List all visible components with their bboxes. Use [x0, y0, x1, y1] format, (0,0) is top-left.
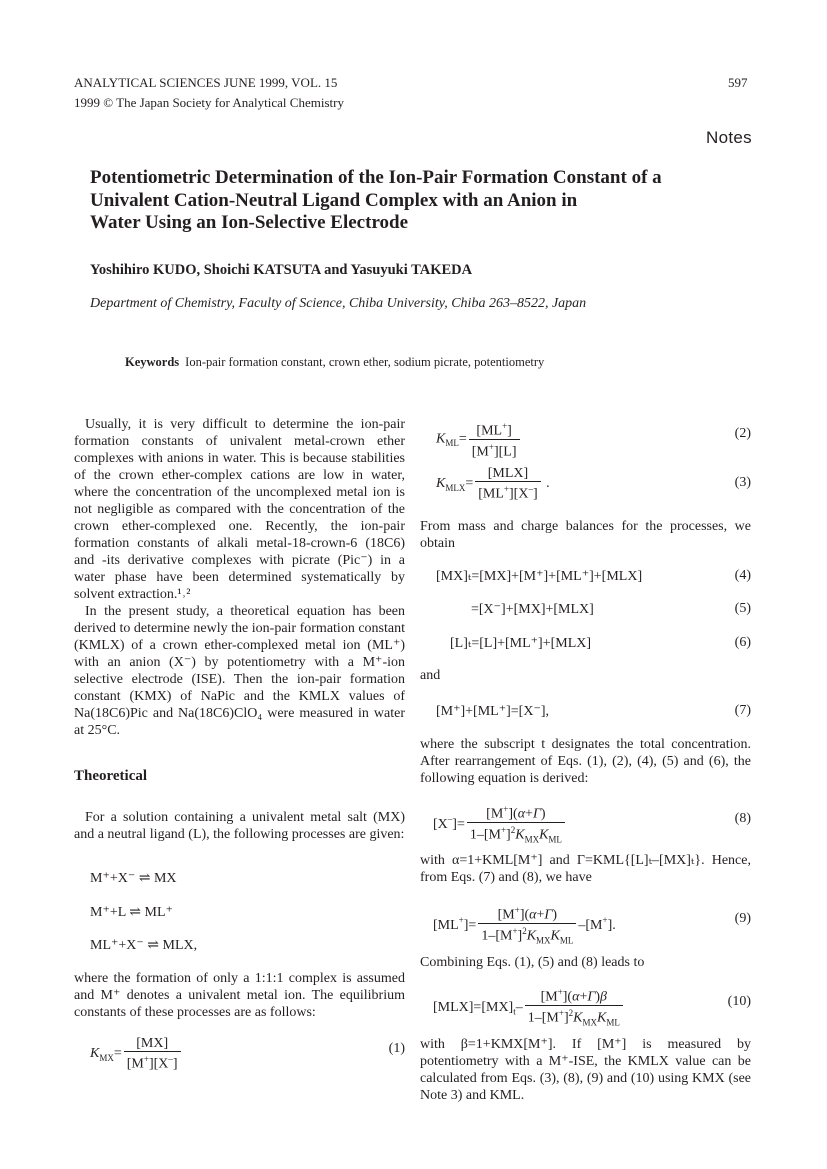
equation-number: (10) — [727, 994, 751, 1009]
article-title — [90, 167, 662, 235]
equation-2: $K_{ML}=$ $\frac{[ML^+]}{[M^+][L]}$ — [436, 419, 522, 459]
left-column — [74, 416, 405, 739]
equilibrium-paragraph: where the formation of only a 1:1:1 complex is assumed and M⁺ denotes a univalent metal ion. The equilibrium constants of these processes are as follows: — [74, 971, 405, 1020]
final-paragraph: with β=1+KMX[M⁺]. If [M⁺] is measured by potentiometry with a M⁺-ISE, the KMLX value can be calculated from Eqs. (3), (8), (9) and (10) using KMX (see Note 3) and KML. — [420, 1037, 751, 1103]
equation-1: $K_{MX}=$ $\frac{[MX]}{[M^+][X^-]}$ — [90, 1036, 183, 1072]
section-label: Notes — [706, 128, 752, 147]
intro-paragraph-2: In the present study, a theoretical equation has been derived to determine newly the ion-pair formation constant (KMLX) of a crown ether-complexed metal ion (ML⁺) with an anion (X⁻) by potentiometry with a M⁺-ion selective electrode (ISE). Then the ion-pair formation constant (KMX) of NaPic and the KMLX values of Na(18C6)Pic and Na(18C6)ClO₄ were measured in water at 25°C. — [74, 604, 405, 738]
reaction-1: M⁺+X⁻ ⇌ MX — [90, 871, 177, 886]
authors: Yoshihiro KUDO, Shoichi KATSUTA and Yasuyuki TAKEDA — [90, 262, 473, 278]
equation-8: [X–]= $\frac{[M^+](\alpha+\Gamma)}{1-[M^+]^2K_{MX}K_{ML}}$ — [433, 802, 567, 847]
and-text: and — [420, 668, 441, 683]
rearrangement-paragraph: where the subscript t designates the total concentration. After rearrangement of Eqs. (1), (2), (4), (5) and (6), the following equation is derived: — [420, 737, 751, 786]
equation-number: (4) — [734, 568, 751, 583]
mass-balance-paragraph: From mass and charge balances for the processes, we obtain — [420, 519, 751, 551]
journal-header: ANALYTICAL SCIENCES JUNE 1999, VOL. 15 — [74, 75, 338, 90]
equation-9: [ML+]= $\frac{[M^+](\alpha+\Gamma)}{1-[M^+]^2K_{MX}K_{ML}}$ –[M+]. — [433, 905, 616, 946]
equation-10: $[MLX]=[MX]_t-$ $\frac{[M^+](\alpha+\Gamma)\beta}{1-[M^+]^2K_{MX}K_{ML}}$ — [433, 985, 625, 1030]
definitions-paragraph: with α=1+KML[M⁺] and Γ=KML{[L]ₜ–[MX]ₜ}. Hence, from Eqs. (7) and (8), we have — [420, 853, 751, 885]
equation-number: (7) — [734, 703, 751, 718]
keywords-label: Keywords — [125, 355, 180, 369]
equation-number: (8) — [734, 811, 751, 826]
equation-4: [MX]ₜ=[MX]+[M⁺]+[ML⁺]+[MLX] — [436, 569, 643, 584]
section-heading: Theoretical — [74, 768, 148, 784]
equation-number: (9) — [734, 911, 751, 926]
equation-number: (6) — [734, 635, 751, 650]
equation-6: [L]ₜ=[L]+[ML⁺]+[MLX] — [450, 636, 592, 651]
equation-3: $K_{MLX}=$ $\frac{\text{[MLX]}}{[ML^+][X^-]}$ . — [436, 466, 550, 502]
combining-paragraph: Combining Eqs. (1), (5) and (8) leads to — [420, 955, 645, 970]
equation-5: =[X⁻]+[MX]+[MLX] — [471, 602, 594, 617]
equation-number: (1) — [388, 1041, 405, 1056]
page-number: 597 — [728, 75, 748, 90]
equation-7: [M⁺]+[ML⁺]=[X⁻], — [436, 704, 549, 719]
equation-number: (5) — [734, 601, 751, 616]
reaction-2: M⁺+L ⇌ ML⁺ — [90, 905, 173, 920]
title-line: Potentiometric Determination of the Ion-Pair Formation Constant of a — [90, 167, 662, 188]
title-line: Water Using an Ion-Selective Electrode — [90, 212, 409, 233]
reaction-3: ML⁺+X⁻ ⇌ MLX, — [90, 938, 198, 953]
affiliation: Department of Chemistry, Faculty of Science, Chiba University, Chiba 263–8522, Japan — [90, 296, 587, 311]
theory-paragraph: For a solution containing a univalent metal salt (MX) and a neutral ligand (L), the following processes are given: — [74, 810, 405, 842]
intro-paragraph: Usually, it is very difficult to determine the ion-pair formation constants of univalent metal-crown ether complexes with anions in water. This is because stabilities of the crown ether-complex cations are low in water, where the concentration of the uncomplexed metal ion is not negligible as compared with the concentration of the crown ether-complexed one. Recently, the ion-pair formation constants of alkali metal-18-crown-6 (18C6) and -its derivative complexes with picrate (Pic⁻) in a water phase have been determined systematically by solvent extraction.¹˒² — [74, 417, 405, 602]
equation-number: (2) — [734, 426, 751, 441]
copyright-line: 1999 © The Japan Society for Analytical Chemistry — [74, 95, 344, 110]
title-line: Univalent Cation-Neutral Ligand Complex with an Anion in — [90, 189, 578, 211]
equation-number: (3) — [734, 475, 751, 490]
keywords-text: Ion-pair formation constant, crown ether, sodium picrate, potentiometry — [185, 355, 545, 369]
keywords — [125, 355, 544, 370]
